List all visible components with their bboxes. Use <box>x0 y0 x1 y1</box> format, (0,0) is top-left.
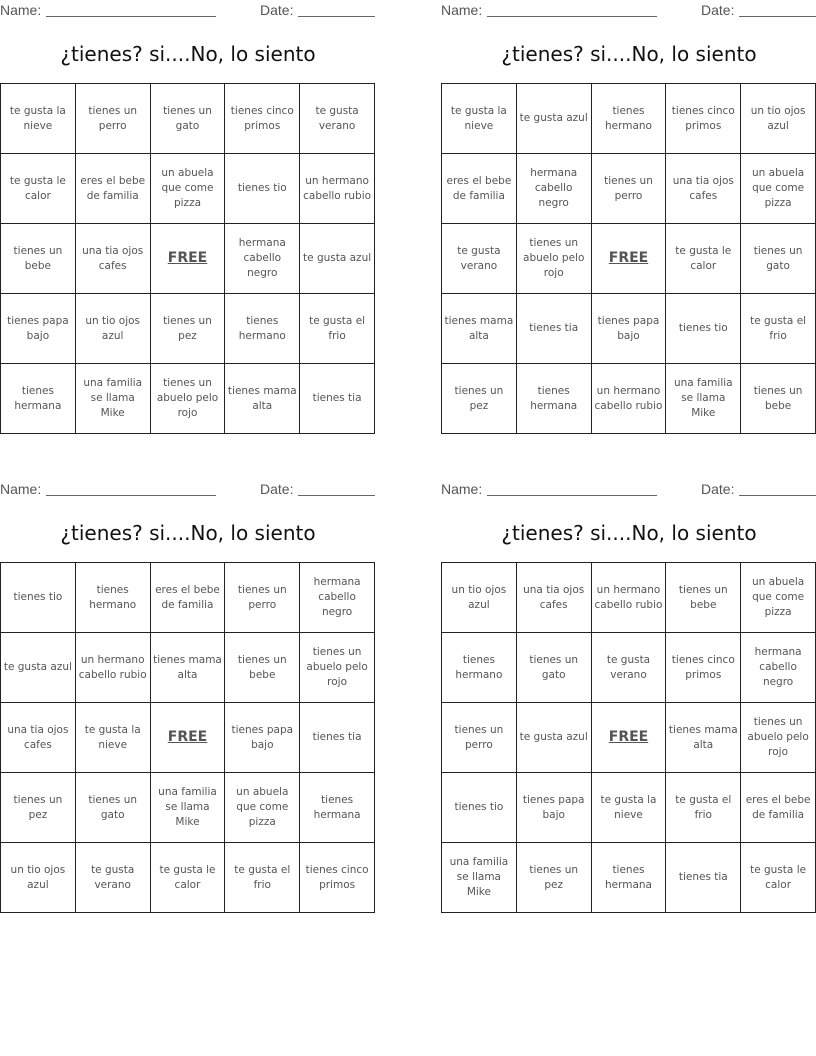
bingo-cell: tienes un gato <box>517 633 592 703</box>
bingo-cell: tienes tia <box>300 703 375 773</box>
free-space-cell: FREE <box>592 224 667 294</box>
bingo-cell: te gusta el frio <box>666 773 741 843</box>
bingo-cell: tienes un bebe <box>666 563 741 633</box>
bingo-cell: te gusta el frio <box>225 843 300 913</box>
bingo-grid <box>441 562 816 913</box>
bingo-cell: tienes tio <box>442 773 517 843</box>
bingo-cell: tienes un perro <box>76 84 151 154</box>
bingo-cell: un hermano cabello rubio <box>300 154 375 224</box>
bingo-cell: tienes hermano <box>592 84 667 154</box>
bingo-cell: un abuela que come pizza <box>741 563 816 633</box>
date-field-line <box>298 16 375 17</box>
date-label: Date: <box>701 481 735 497</box>
bingo-cell: hermana cabello negro <box>517 154 592 224</box>
bingo-cell: te gusta la nieve <box>76 703 151 773</box>
bingo-cell: eres el bebe de familia <box>151 563 226 633</box>
bingo-cell: tienes un abuelo pelo rojo <box>741 703 816 773</box>
header-line <box>0 479 376 499</box>
bingo-cell: te gusta azul <box>517 84 592 154</box>
bingo-cell: tienes un abuelo pelo rojo <box>300 633 375 703</box>
bingo-cell: un tio ojos azul <box>76 294 151 364</box>
bingo-cell: un tio ojos azul <box>1 843 76 913</box>
bingo-cell: tienes un perro <box>442 703 517 773</box>
header-line <box>441 0 816 20</box>
card-title: ¿tienes? si....No, lo siento <box>60 521 316 545</box>
bingo-cell: te gusta la nieve <box>442 84 517 154</box>
bingo-cell: tienes un bebe <box>1 224 76 294</box>
bingo-card-4 <box>441 479 816 919</box>
bingo-cell: hermana cabello negro <box>741 633 816 703</box>
name-label: Name: <box>441 481 483 497</box>
bingo-cell: tienes un gato <box>76 773 151 843</box>
bingo-cell: te gusta el frio <box>300 294 375 364</box>
name-field-line <box>487 16 657 17</box>
bingo-cell: tienes hermana <box>592 843 667 913</box>
name-field-line <box>487 495 657 496</box>
bingo-grid <box>0 562 375 913</box>
bingo-cell: tienes hermana <box>300 773 375 843</box>
bingo-cell: tienes mama alta <box>225 364 300 434</box>
bingo-cell: un tio ojos azul <box>741 84 816 154</box>
bingo-cell: tienes un abuelo pelo rojo <box>151 364 226 434</box>
bingo-cell: te gusta azul <box>300 224 375 294</box>
bingo-cell: te gusta le calor <box>666 224 741 294</box>
bingo-cell: tienes papa bajo <box>517 773 592 843</box>
bingo-cell: tienes papa bajo <box>225 703 300 773</box>
name-field-line <box>46 16 216 17</box>
bingo-cell: una familia se llama Mike <box>666 364 741 434</box>
bingo-grid <box>441 83 816 434</box>
bingo-cell: tienes un pez <box>151 294 226 364</box>
bingo-cell: te gusta azul <box>1 633 76 703</box>
bingo-cell: tienes un pez <box>517 843 592 913</box>
bingo-cell: tienes tio <box>1 563 76 633</box>
bingo-cell: tienes cinco primos <box>666 84 741 154</box>
bingo-cell: te gusta verano <box>442 224 517 294</box>
card-title: ¿tienes? si....No, lo siento <box>501 521 757 545</box>
bingo-cell: tienes papa bajo <box>1 294 76 364</box>
bingo-card-1 <box>0 0 376 440</box>
bingo-cell: tienes un perro <box>225 563 300 633</box>
name-label: Name: <box>441 2 483 18</box>
date-field-line <box>739 495 816 496</box>
bingo-cell: te gusta le calor <box>151 843 226 913</box>
bingo-card-2 <box>441 0 816 440</box>
bingo-cell: una tia ojos cafes <box>666 154 741 224</box>
bingo-cell: tienes un bebe <box>741 364 816 434</box>
bingo-cell: tienes tia <box>300 364 375 434</box>
bingo-cell: un abuela que come pizza <box>741 154 816 224</box>
bingo-cell: tienes tio <box>225 154 300 224</box>
date-field-line <box>298 495 375 496</box>
bingo-cell: hermana cabello negro <box>225 224 300 294</box>
date-label: Date: <box>260 2 294 18</box>
bingo-cell: tienes cinco primos <box>300 843 375 913</box>
bingo-cell: tienes hermano <box>225 294 300 364</box>
bingo-grid <box>0 83 375 434</box>
bingo-cell: tienes mama alta <box>666 703 741 773</box>
bingo-cell: te gusta azul <box>517 703 592 773</box>
bingo-cell: tienes un pez <box>442 364 517 434</box>
free-space-cell: FREE <box>592 703 667 773</box>
bingo-cell: un hermano cabello rubio <box>76 633 151 703</box>
free-space-cell: FREE <box>151 703 226 773</box>
name-label: Name: <box>0 481 42 497</box>
bingo-cell: tienes cinco primos <box>225 84 300 154</box>
bingo-cell: tienes hermana <box>517 364 592 434</box>
bingo-cell: eres el bebe de familia <box>741 773 816 843</box>
bingo-cell: hermana cabello negro <box>300 563 375 633</box>
bingo-cell: tienes un perro <box>592 154 667 224</box>
bingo-cell: te gusta verano <box>76 843 151 913</box>
bingo-cell: una tia ojos cafes <box>1 703 76 773</box>
card-title: ¿tienes? si....No, lo siento <box>60 42 316 66</box>
header-line <box>441 479 816 499</box>
bingo-cell: tienes tia <box>666 843 741 913</box>
bingo-cell: una tia ojos cafes <box>517 563 592 633</box>
bingo-cell: tienes hermano <box>76 563 151 633</box>
bingo-cell: un abuela que come pizza <box>225 773 300 843</box>
bingo-cell: te gusta le calor <box>741 843 816 913</box>
bingo-card-3 <box>0 479 376 919</box>
bingo-cell: tienes tio <box>666 294 741 364</box>
bingo-cell: te gusta el frio <box>741 294 816 364</box>
free-space-cell: FREE <box>151 224 226 294</box>
bingo-cell: un tio ojos azul <box>442 563 517 633</box>
bingo-cell: tienes mama alta <box>151 633 226 703</box>
bingo-cell: una familia se llama Mike <box>76 364 151 434</box>
bingo-cell: una familia se llama Mike <box>151 773 226 843</box>
bingo-cell: un hermano cabello rubio <box>592 563 667 633</box>
bingo-cell: tienes hermana <box>1 364 76 434</box>
bingo-cell: tienes hermano <box>442 633 517 703</box>
bingo-cell: tienes un abuelo pelo rojo <box>517 224 592 294</box>
bingo-cell: tienes un bebe <box>225 633 300 703</box>
bingo-cell: una familia se llama Mike <box>442 843 517 913</box>
date-field-line <box>739 16 816 17</box>
bingo-cell: eres el bebe de familia <box>442 154 517 224</box>
bingo-cell: tienes un gato <box>741 224 816 294</box>
name-label: Name: <box>0 2 42 18</box>
bingo-cell: te gusta verano <box>592 633 667 703</box>
card-title: ¿tienes? si....No, lo siento <box>501 42 757 66</box>
bingo-cell: te gusta le calor <box>1 154 76 224</box>
bingo-cell: te gusta verano <box>300 84 375 154</box>
bingo-cell: tienes tia <box>517 294 592 364</box>
bingo-cell: eres el bebe de familia <box>76 154 151 224</box>
bingo-cell: tienes mama alta <box>442 294 517 364</box>
bingo-cell: tienes papa bajo <box>592 294 667 364</box>
bingo-cell: una tia ojos cafes <box>76 224 151 294</box>
bingo-cell: te gusta la nieve <box>1 84 76 154</box>
bingo-cell: un hermano cabello rubio <box>592 364 667 434</box>
name-field-line <box>46 495 216 496</box>
date-label: Date: <box>260 481 294 497</box>
header-line <box>0 0 376 20</box>
bingo-cell: tienes un gato <box>151 84 226 154</box>
bingo-cell: tienes cinco primos <box>666 633 741 703</box>
date-label: Date: <box>701 2 735 18</box>
bingo-cell: te gusta la nieve <box>592 773 667 843</box>
bingo-cell: tienes un pez <box>1 773 76 843</box>
bingo-cell: un abuela que come pizza <box>151 154 226 224</box>
